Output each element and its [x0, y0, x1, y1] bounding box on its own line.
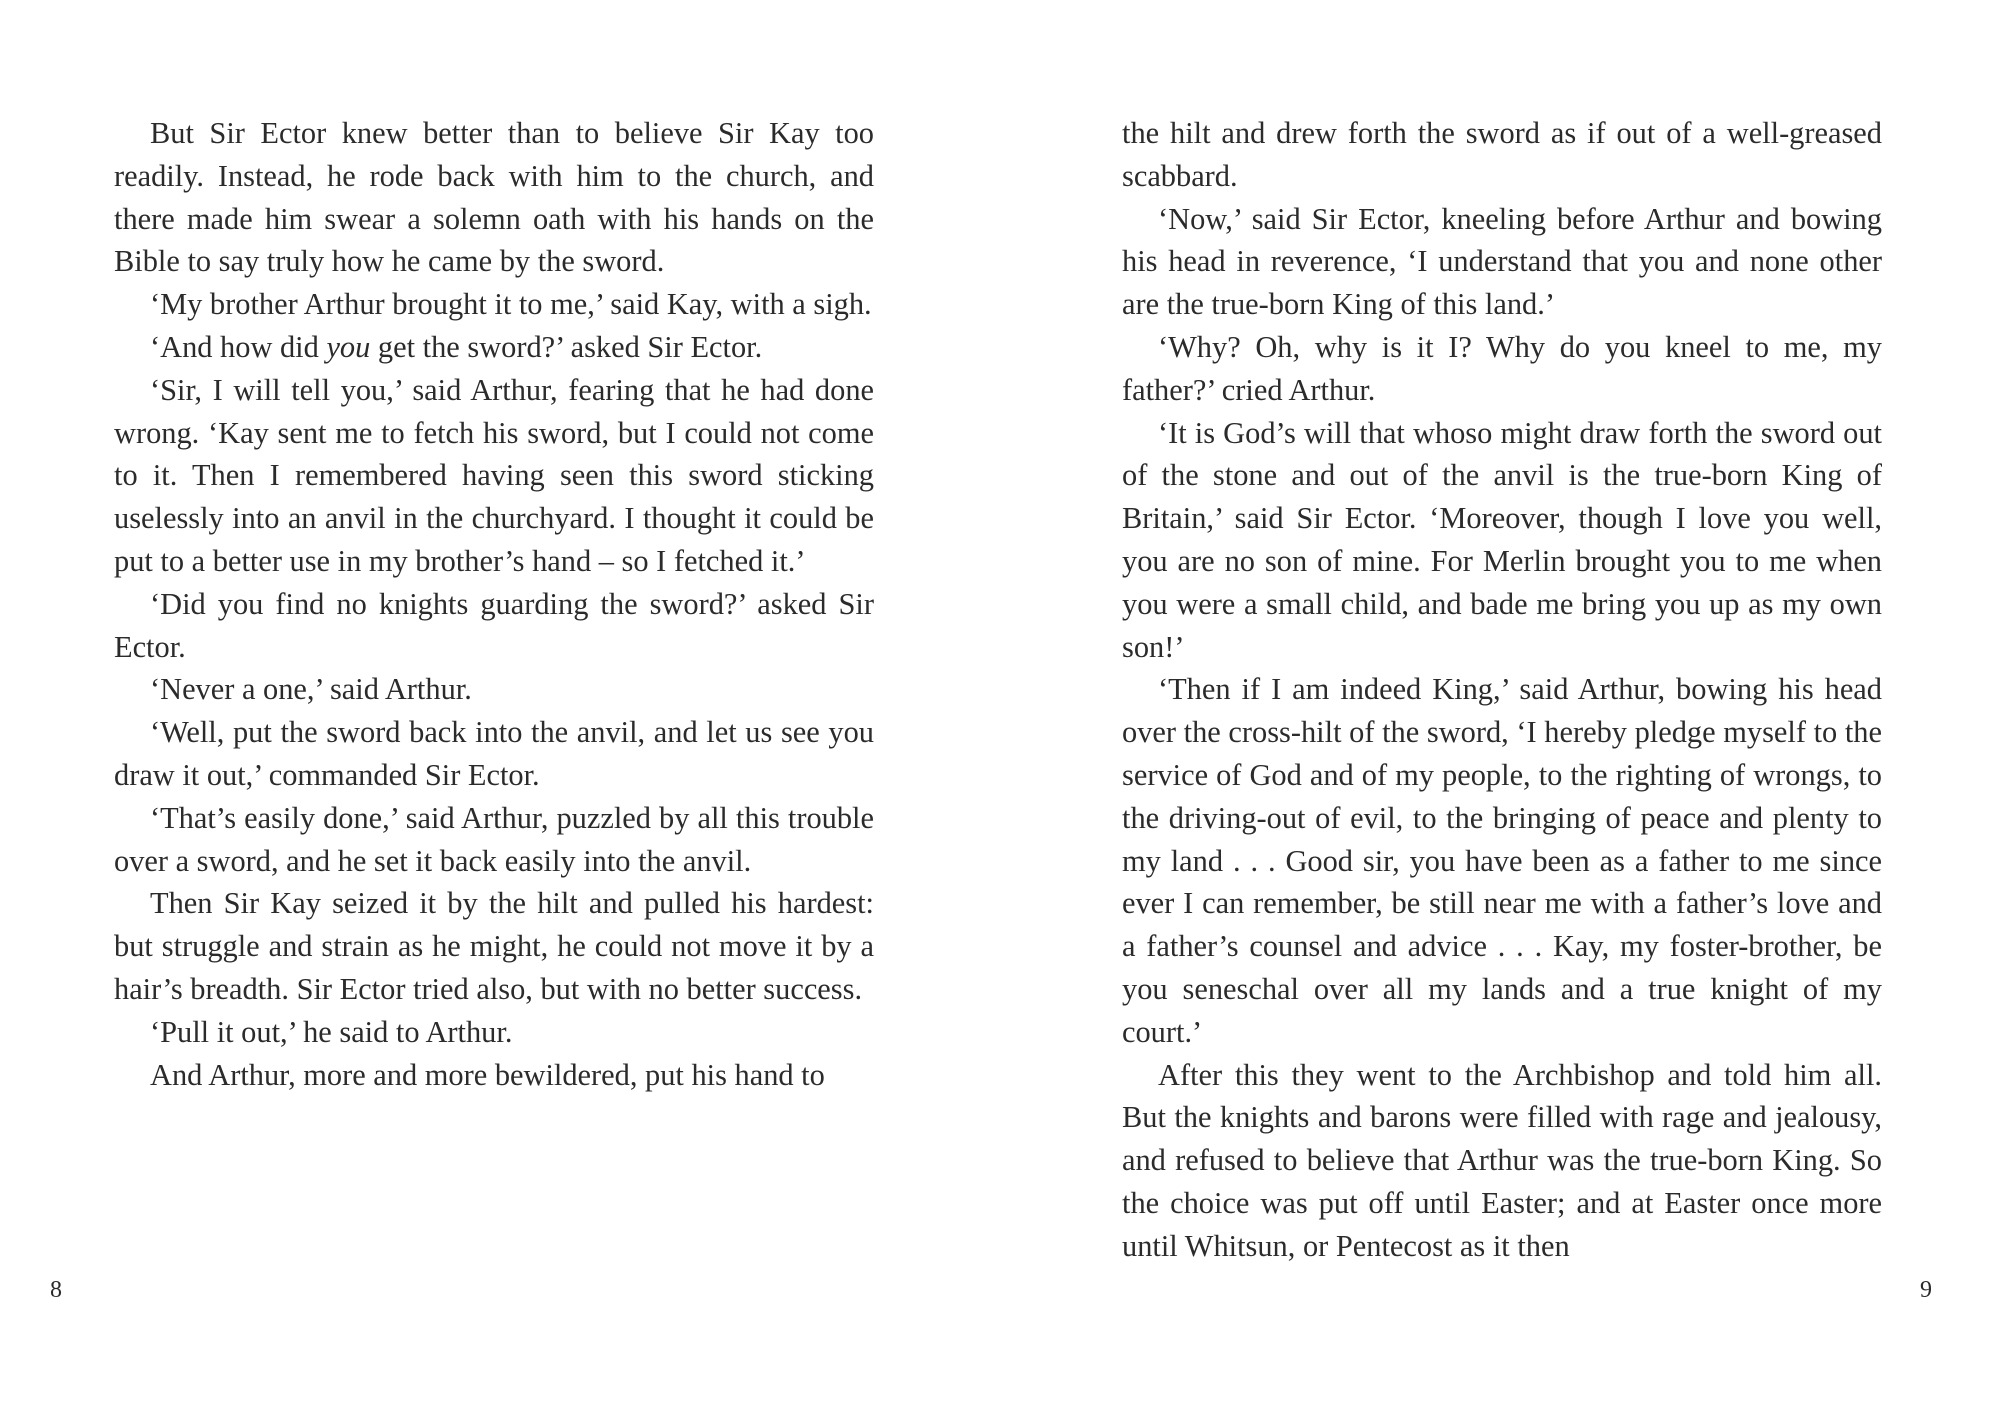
paragraph: ‘Never a one,’ said Arthur.: [150, 672, 472, 707]
paragraph: ‘Pull it out,’ he said to Arthur.: [150, 1014, 513, 1049]
paragraph: ‘That’s easily done,’ said Arthur, puzzled by all this trouble over a sword, and he set it back easily into the anvil.: [114, 800, 874, 878]
paragraph: But Sir Ector knew better than to believe Sir Kay too readily. Instead, he rode back with him to the church, and there made him swear a solemn oath with his hands on the Bible to say truly how he came by the sword.: [114, 116, 874, 279]
paragraph: ‘Did you find no knights guarding the sword?’ asked Sir Ector.: [114, 586, 874, 664]
paragraph: ‘Why? Oh, why is it I? Why do you kneel to me, my father?’ cried Arthur.: [1122, 329, 1882, 407]
paragraph: ‘Well, put the sword back into the anvil, and let us see you draw it out,’ commanded Sir Ector.: [114, 715, 874, 792]
right-page: [1122, 112, 1882, 1268]
paragraph: Then Sir Kay seized it by the hilt and pulled his hardest: but struggle and strain as he might, he could not move it by a hair’s breadth. Sir Ector tried also, but with no better success.: [114, 886, 874, 1006]
page-number-right: 9: [1920, 1277, 1932, 1303]
paragraph: [114, 326, 874, 369]
paragraph: the hilt and drew forth the sword as if out of a well-greased scabbard.: [1122, 116, 1882, 193]
paragraph: ‘Now,’ said Sir Ector, kneeling before Arthur and bowing his head in reverence, ‘I understand that you and none other are the true-born King of this land.’: [1122, 201, 1882, 322]
page-number-left: 8: [50, 1277, 62, 1303]
paragraph: ‘It is God’s will that whoso might draw forth the sword out of the stone and out of the anvil is the true-born King of Britain,’ said Sir Ector. ‘Moreover, though I love you well, you are no son of mine. For Merlin brought you to me when you were a small child, and bade me bring you up as my own son!’: [1122, 415, 1882, 664]
paragraph-text: get the sword?’ asked Sir Ector.: [370, 329, 763, 364]
paragraph: ‘My brother Arthur brought it to me,’ said Kay, with a sigh.: [150, 287, 872, 322]
paragraph: And Arthur, more and more bewildered, put his hand to: [150, 1057, 825, 1092]
paragraph-text: ‘And how did: [150, 329, 327, 364]
paragraph: ‘Sir, I will tell you,’ said Arthur, fearing that he had done wrong. ‘Kay sent me to fetch his sword, but I could not come to it. Then I remembered having seen this sword sticking uselessly into an anvil in the churchyard. I thought it could be put to a better use in my brother’s hand – so I fetched it.’: [114, 372, 874, 578]
emphasized-word: you: [326, 329, 371, 364]
paragraph: After this they went to the Archbishop and told him all. But the knights and barons were filled with rage and jealousy, and refused to believe that Arthur was the true-born King. So the choice was put off until Easter; and at Easter once more until Whitsun, or Pentecost as it then: [1122, 1057, 1882, 1263]
left-page: [114, 112, 874, 1096]
paragraph: ‘Then if I am indeed King,’ said Arthur, bowing his head over the cross-hilt of the sword, ‘I hereby pledge myself to the service of God and of my people, to the righting of wrongs, to the driving-out of evil, to the bringing of peace and plenty to my land . . . Good sir, you have been as a father to me since ever I can remember, be still near me with a father’s love and a father’s counsel and advice . . . Kay, my foster-brother, be you seneschal over all my lands and a true knight of my court.’: [1122, 672, 1882, 1049]
